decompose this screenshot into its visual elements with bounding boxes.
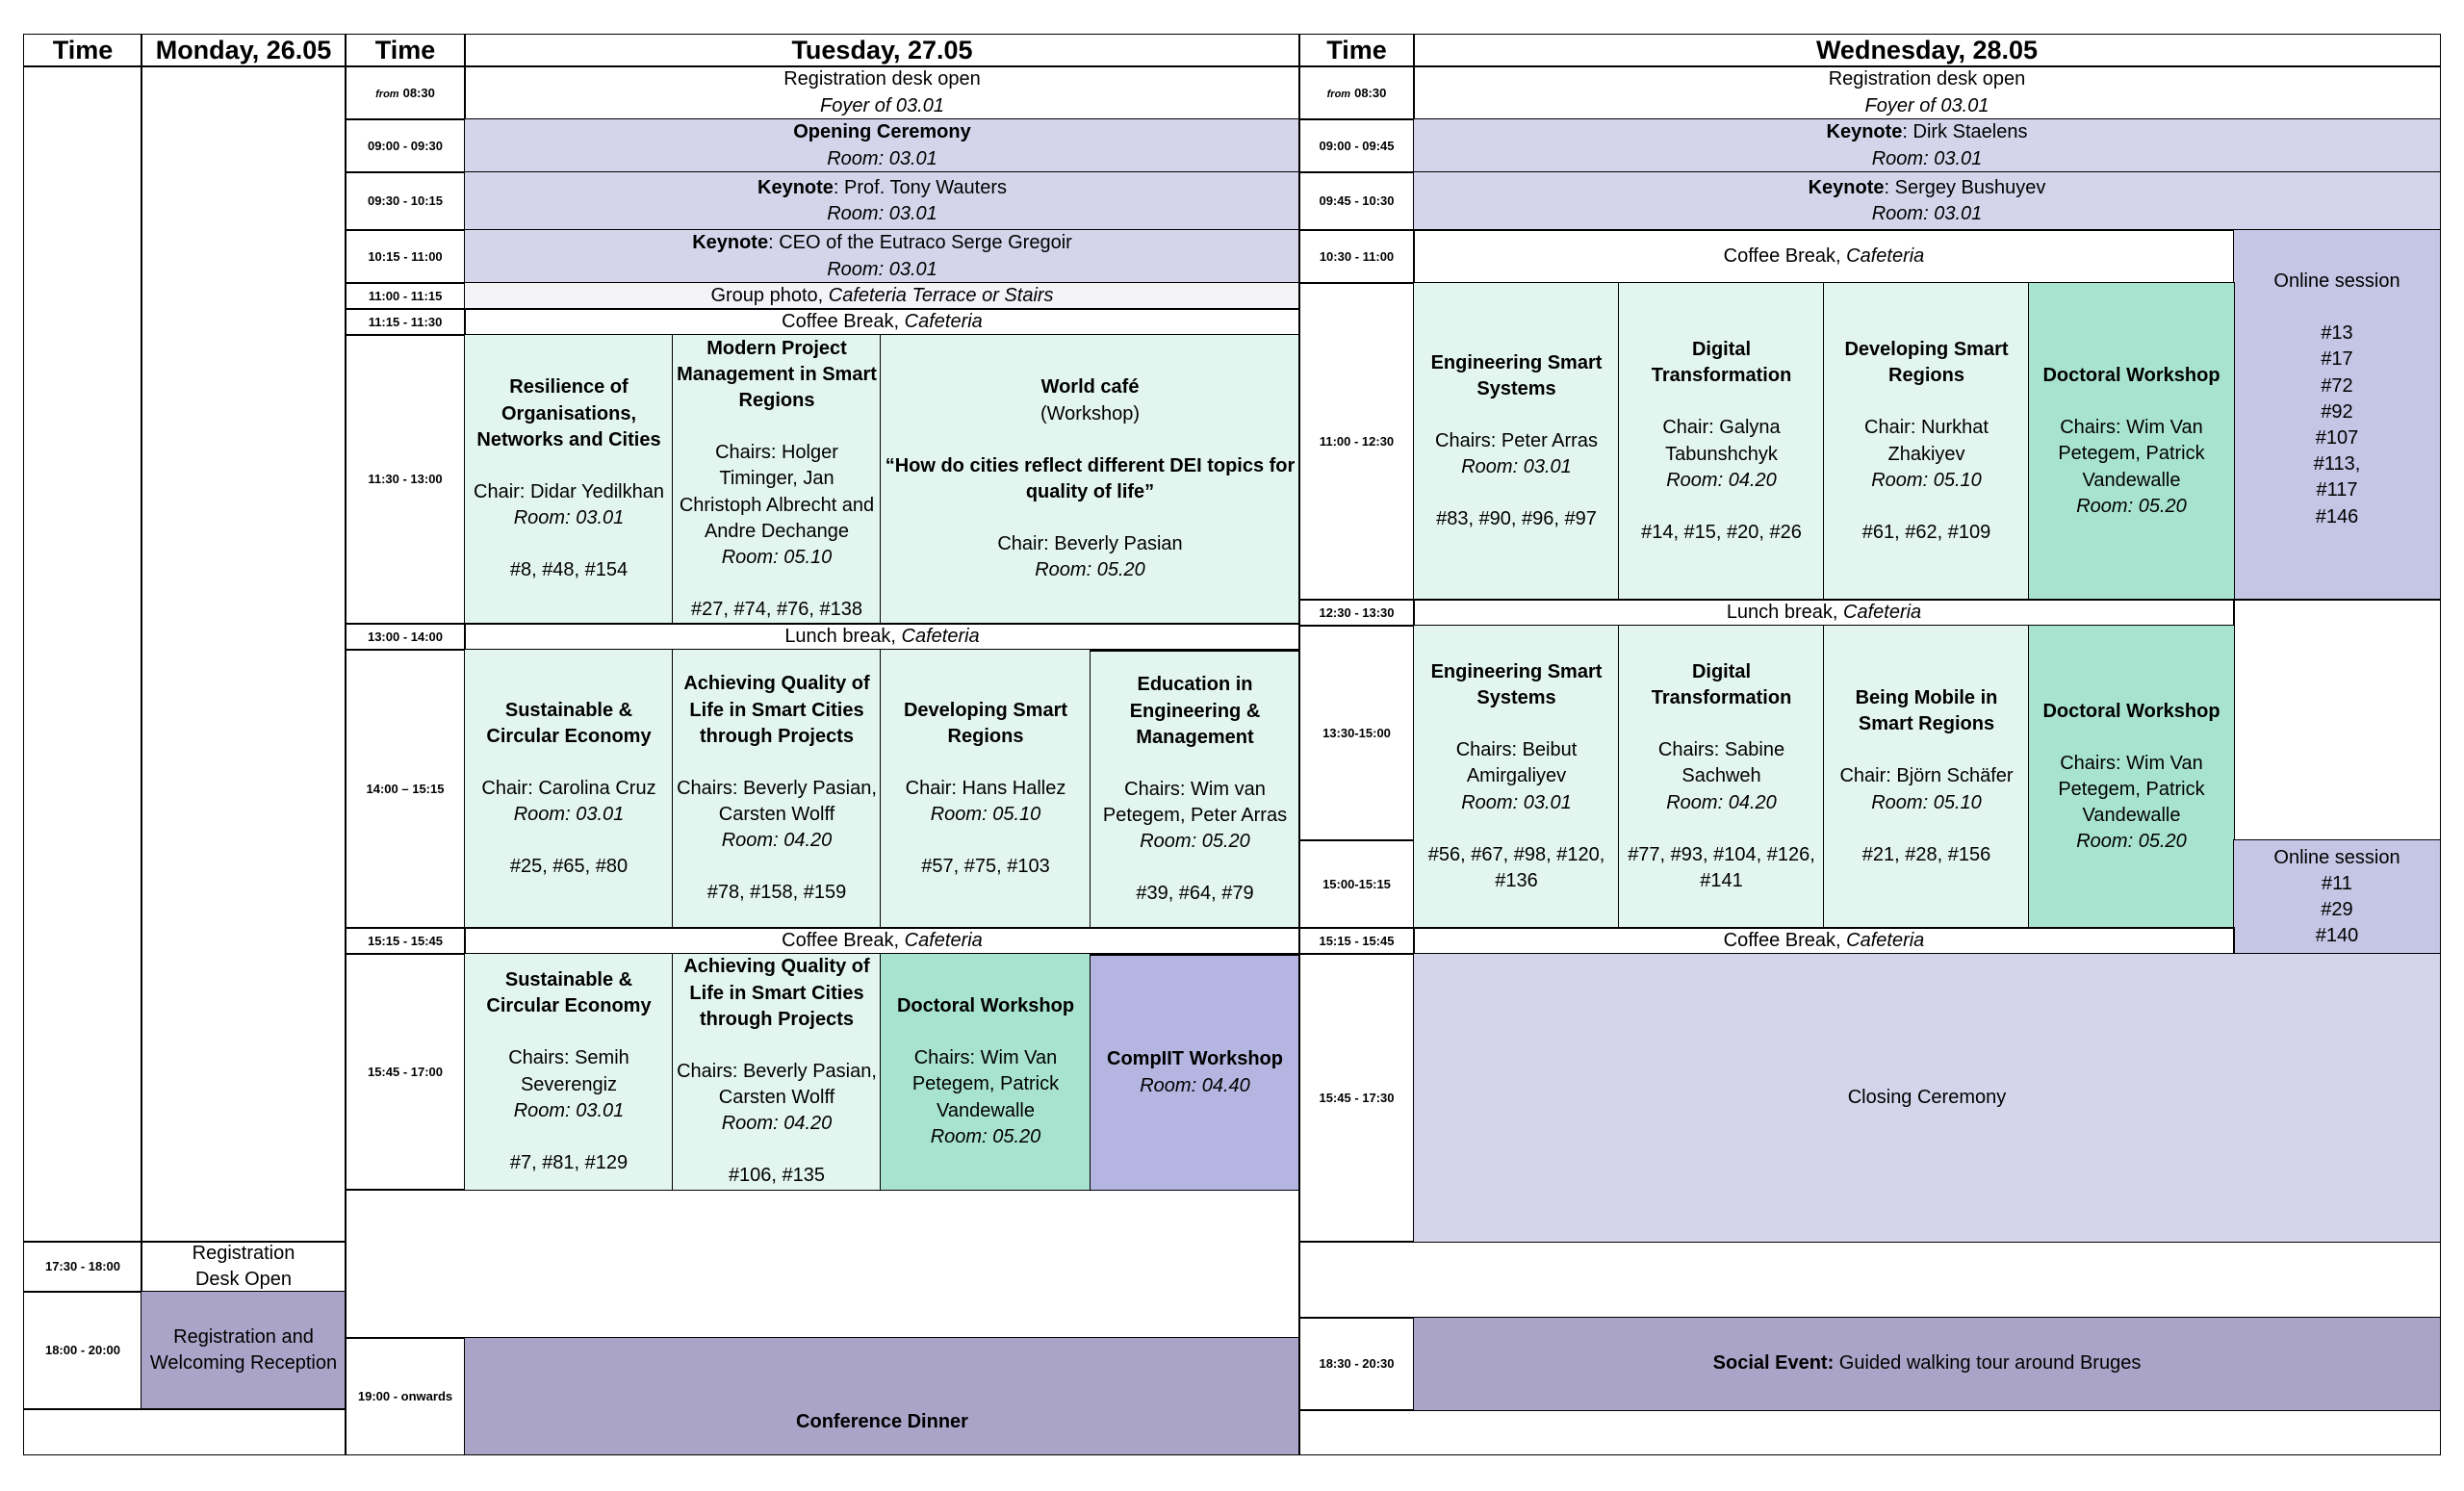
session-title: World café	[1040, 376, 1140, 398]
session-papers: #14, #15, #20, #26	[1641, 521, 1802, 543]
tue-lunch-break	[464, 623, 1300, 651]
online-paper: #72	[2321, 374, 2353, 397]
session-room: Room: 05.20	[2076, 495, 2187, 517]
keynote-speaker: : CEO of the Eutraco Serge Gregoir	[768, 232, 1072, 254]
wed-gap-empty	[1298, 1241, 2441, 1319]
keynote-speaker: : Sergey Bushuyev	[1884, 176, 2046, 198]
online-paper: #140	[2315, 925, 2359, 947]
header-time-wednesday: Time	[1298, 34, 1415, 67]
session-room: Room: 03.01	[513, 1099, 625, 1121]
session-chair: Chair: Beverly Pasian	[997, 533, 1183, 555]
wed-closing-ceremony	[1413, 953, 2441, 1243]
header-tuesday: Tuesday, 27.05	[464, 34, 1300, 67]
reception-line2: Welcoming Reception	[149, 1352, 338, 1374]
session-title: Engineering Smart Systems	[1430, 351, 1603, 399]
keynote-speaker: : Dirk Staelens	[1902, 121, 2028, 143]
break-text: Coffee Break,	[1723, 929, 1847, 951]
session-chair: Chairs: Wim van Petegem, Peter Arras	[1102, 778, 1288, 827]
tue-registration-desk	[464, 65, 1300, 120]
wed-time-0945: 09:45 - 10:30	[1298, 171, 1415, 231]
tue-keynote-1	[464, 171, 1300, 231]
monday-empty	[141, 65, 346, 1243]
session-room: Room: 03.01	[513, 804, 625, 826]
monday-welcome-reception	[141, 1291, 346, 1410]
tue-session-world-cafe	[880, 334, 1300, 625]
session-room: Room: 04.40	[1140, 1074, 1250, 1096]
break-location: Cafeteria	[904, 929, 983, 951]
event-location: Foyer of 03.01	[820, 94, 944, 116]
wed-social-event	[1413, 1317, 2441, 1411]
session-papers: #57, #75, #103	[921, 856, 1050, 878]
event-location: Foyer of 03.01	[1864, 94, 1989, 116]
session-room: Room: 04.20	[721, 830, 833, 852]
session-room: Room: 03.01	[1461, 456, 1572, 478]
break-location: Cafeteria	[1846, 244, 1925, 267]
wed-time-1030: 10:30 - 11:00	[1298, 229, 1415, 284]
session-room: Room: 05.10	[721, 546, 833, 568]
session-subtitle: (Workshop)	[1040, 402, 1140, 424]
tue-time-1545: 15:45 - 17:00	[345, 953, 466, 1191]
wed-time-1100: 11:00 - 12:30	[1298, 282, 1415, 601]
tue-keynote-2	[464, 229, 1300, 284]
session-papers: #25, #65, #80	[509, 856, 629, 878]
session-room: Room: 04.20	[721, 1113, 833, 1135]
tue-time-0900: 09:00 - 09:30	[345, 118, 466, 173]
tue-time-1300: 13:00 - 14:00	[345, 623, 466, 651]
keynote-label: Keynote	[692, 232, 769, 254]
tue-time-1115: 11:15 - 11:30	[345, 308, 466, 336]
break-text: Coffee Break,	[1723, 244, 1847, 267]
tue-session-doctoral-workshop	[880, 953, 1091, 1191]
wed-time-1545: 15:45 - 17:30	[1298, 953, 1415, 1243]
tue-time-1900: 19:00 - onwards	[345, 1337, 466, 1455]
tue-time-1015: 10:15 - 11:00	[345, 229, 466, 284]
session-title: Modern Project Management in Smart Regions	[677, 337, 877, 412]
session-papers: #83, #90, #96, #97	[1436, 508, 1597, 530]
wed-time-1830: 18:30 - 20:30	[1298, 1317, 1415, 1411]
session-chair: Chairs: Wim Van Petegem, Patrick Vandewalle	[2058, 752, 2205, 827]
session-title: Resilience of Organisations, Networks and Cities	[476, 376, 661, 450]
wed-session-engineering-2	[1413, 625, 1620, 929]
event-title: Opening Ceremony	[793, 121, 971, 143]
session-title: Sustainable & Circular Economy	[486, 968, 652, 1017]
wed-bottom-empty	[1298, 1409, 2441, 1455]
break-location: Cafeteria	[1843, 601, 1922, 623]
session-room: Room: 05.20	[930, 1125, 1041, 1147]
wed-online-session-1	[2233, 229, 2441, 601]
session-chair: Chairs: Beverly Pasian, Carsten Wolff	[677, 777, 877, 826]
reception-line1: Registration and	[173, 1325, 314, 1348]
tue-session-compiit-workshop	[1090, 953, 1300, 1191]
wed-time-1500: 15:00-15:15	[1298, 839, 1415, 929]
tue-coffee-break-1	[464, 308, 1300, 336]
break-location: Cafeteria	[1846, 929, 1925, 951]
session-papers: #21, #28, #156	[1861, 843, 1991, 865]
wed-online-gap	[2233, 599, 2441, 841]
keynote-label: Keynote	[1808, 176, 1885, 198]
session-room: Room: 05.20	[2076, 831, 2187, 853]
wed-session-doctoral-2	[2028, 625, 2235, 929]
session-title: Doctoral Workshop	[896, 995, 1075, 1017]
photo-location: Cafeteria Terrace or Stairs	[828, 284, 1054, 306]
from-prefix: from	[375, 88, 399, 100]
break-text: Coffee Break,	[782, 310, 905, 332]
session-quote: “How do cities reflect different DEI topics for quality of life”	[885, 454, 1296, 502]
break-text: Coffee Break,	[782, 929, 905, 951]
session-title: Achieving Quality of Life in Smart Cities through Projects	[683, 673, 870, 747]
tue-time-1130: 11:30 - 13:00	[345, 334, 466, 625]
session-chair: Chairs: Beibut Amirgaliyev	[1455, 739, 1578, 787]
monday-time-registration: 17:30 - 18:00	[23, 1241, 142, 1293]
header-time-tuesday: Time	[345, 34, 466, 67]
online-paper: #11	[2322, 872, 2352, 894]
wed-lunch-break	[1413, 599, 2235, 627]
monday-time-reception: 18:00 - 20:00	[23, 1291, 142, 1410]
session-papers: #39, #64, #79	[1136, 883, 1254, 905]
header-wednesday: Wednesday, 28.05	[1413, 34, 2441, 67]
social-label: Social Event:	[1712, 1352, 1835, 1375]
wed-keynote-1	[1413, 118, 2441, 173]
session-room: Room: 04.20	[1666, 791, 1777, 813]
session-chair: Chairs: Beverly Pasian, Carsten Wolff	[677, 1060, 877, 1109]
session-papers: #27, #74, #76, #138	[691, 599, 862, 621]
tue-time-0930: 09:30 - 10:15	[345, 171, 466, 231]
from-prefix: from	[1326, 88, 1351, 100]
online-title: Online session	[2273, 846, 2400, 868]
monday-bottom-empty	[23, 1408, 346, 1455]
session-room: Room: 05.10	[930, 804, 1041, 826]
tue-session-project-management	[672, 334, 882, 625]
registration-line1: Registration	[192, 1242, 295, 1264]
session-papers: #8, #48, #154	[509, 559, 629, 581]
wed-time-1515: 15:15 - 15:45	[1298, 927, 1415, 955]
wed-time-1330: 13:30-15:00	[1298, 625, 1415, 841]
session-chair: Chair: Nurkhat Zhakiyev	[1864, 417, 1989, 465]
session-title: Digital Transformation	[1651, 660, 1792, 709]
wed-session-engineering-1	[1413, 282, 1620, 601]
break-text: Lunch break,	[1726, 601, 1844, 623]
wed-session-digital-1	[1618, 282, 1825, 601]
session-title: Engineering Smart Systems	[1430, 660, 1603, 709]
session-chair: Chairs: Peter Arras	[1435, 429, 1598, 451]
session-chair: Chairs: Semih Severengiz	[508, 1047, 629, 1095]
wed-session-developing-regions	[1823, 282, 2030, 601]
session-title: Education in Engineering & Management	[1129, 674, 1261, 748]
photo-text: Group photo,	[710, 284, 829, 306]
session-title: Being Mobile in Smart Regions	[1855, 687, 1998, 735]
tue-session-circular-economy-2	[464, 953, 674, 1191]
session-room: Room: 04.20	[1666, 469, 1777, 491]
online-paper: #113,	[2313, 453, 2361, 476]
event-room: Room: 03.01	[1871, 203, 1983, 224]
online-paper: #117	[2316, 479, 2358, 501]
tue-session-developing-regions	[880, 649, 1091, 929]
online-paper: #17	[2321, 348, 2353, 371]
tue-time-1100: 11:00 - 11:15	[345, 282, 466, 310]
event-room: Room: 03.01	[827, 203, 937, 224]
online-paper: #107	[2315, 426, 2359, 449]
tue-opening-ceremony	[464, 118, 1300, 173]
keynote-speaker: : Prof. Tony Wauters	[833, 176, 1007, 198]
session-papers: #78, #158, #159	[706, 882, 847, 904]
wed-registration-desk	[1413, 65, 2441, 120]
event-title: Registration desk open	[783, 68, 981, 90]
event-title: Closing Ceremony	[1847, 1086, 2007, 1108]
session-chair: Chair: Björn Schäfer	[1839, 765, 2014, 787]
online-title: Online session	[2273, 270, 2400, 292]
keynote-label: Keynote	[757, 176, 834, 198]
wed-time-0830	[1298, 65, 1415, 120]
session-chair: Chair: Hans Hallez	[905, 777, 1066, 799]
wed-keynote-2	[1413, 171, 2441, 231]
session-papers: #56, #67, #98, #120, #136	[1427, 843, 1605, 891]
session-chair: Chairs: Sabine Sachweh	[1657, 739, 1785, 787]
session-chair: Chairs: Holger Timinger, Jan Christoph Albrecht and Andre Dechange	[679, 442, 875, 542]
session-title: Digital Transformation	[1651, 338, 1792, 387]
event-room: Room: 03.01	[827, 147, 937, 169]
header-monday: Monday, 26.05	[141, 34, 346, 67]
online-paper: #92	[2321, 400, 2353, 423]
online-paper: #146	[2315, 505, 2359, 527]
session-room: Room: 05.20	[1035, 559, 1145, 581]
wed-time-0900: 09:00 - 09:45	[1298, 118, 1415, 173]
session-title: Developing Smart Regions	[1844, 338, 2009, 387]
tue-session-education	[1090, 649, 1300, 929]
session-papers: #7, #81, #129	[509, 1151, 629, 1173]
wed-online-session-2	[2233, 839, 2441, 955]
session-chair: Chair: Carolina Cruz	[481, 777, 656, 799]
session-papers: #106, #135	[728, 1165, 826, 1187]
tue-session-quality-of-life-1	[672, 649, 882, 929]
tue-conference-dinner	[464, 1337, 1300, 1455]
tue-time-0830	[345, 65, 466, 120]
time-value: 08:30	[402, 85, 435, 100]
tue-session-circular-economy-1	[464, 649, 674, 929]
tue-group-photo	[464, 282, 1300, 310]
session-title: Sustainable & Circular Economy	[486, 699, 652, 747]
tue-coffee-break-2	[464, 927, 1300, 955]
session-papers: #77, #93, #104, #126, #141	[1628, 843, 1815, 891]
session-title: Doctoral Workshop	[2042, 365, 2220, 387]
tue-session-quality-of-life-2	[672, 953, 882, 1191]
session-papers: #61, #62, #109	[1861, 521, 1991, 543]
event-room: Room: 03.01	[827, 258, 937, 280]
wed-session-doctoral-1	[2028, 282, 2235, 601]
social-text: Guided walking tour around Bruges	[1834, 1352, 2142, 1375]
session-title: CompIIT Workshop	[1107, 1048, 1283, 1070]
wed-time-1230: 12:30 - 13:30	[1298, 599, 1415, 627]
session-chair: Chairs: Wim Van Petegem, Patrick Vandewalle	[911, 1047, 1060, 1121]
break-text: Lunch break,	[784, 625, 902, 647]
wed-coffee-break-1	[1413, 229, 2235, 284]
session-room: Room: 05.10	[1871, 791, 1982, 813]
break-location: Cafeteria	[904, 310, 983, 332]
online-paper: #13	[2321, 322, 2353, 345]
tue-time-1515: 15:15 - 15:45	[345, 927, 466, 955]
tue-gap-empty	[345, 1189, 1300, 1339]
monday-registration-desk	[141, 1241, 346, 1293]
event-title: Conference Dinner	[796, 1410, 968, 1432]
keynote-label: Keynote	[1826, 121, 1903, 143]
wed-coffee-break-2	[1413, 927, 2235, 955]
session-chair: Chair: Didar Yedilkhan	[474, 481, 664, 502]
event-title: Registration desk open	[1828, 68, 2026, 90]
session-room: Room: 05.20	[1140, 831, 1250, 853]
registration-line2: Desk Open	[194, 1269, 293, 1290]
break-location: Cafeteria	[901, 625, 980, 647]
wed-session-digital-2	[1618, 625, 1825, 929]
session-room: Room: 03.01	[1461, 791, 1572, 813]
session-title: Developing Smart Regions	[903, 699, 1068, 747]
online-paper: #29	[2321, 899, 2353, 920]
session-room: Room: 05.10	[1871, 469, 1982, 491]
session-title: Achieving Quality of Life in Smart Cities through Projects	[683, 956, 870, 1030]
session-room: Room: 03.01	[513, 507, 625, 529]
monday-time-empty	[23, 65, 142, 1243]
session-title: Doctoral Workshop	[2042, 700, 2220, 722]
time-value: 08:30	[1354, 85, 1387, 100]
tue-session-resilience	[464, 334, 674, 625]
event-room: Room: 03.01	[1871, 147, 1983, 169]
session-chair: Chairs: Wim Van Petegem, Patrick Vandewalle	[2058, 417, 2205, 491]
tue-time-1400: 14:00 – 15:15	[345, 649, 466, 929]
session-chair: Chair: Galyna Tabunshchyk	[1662, 417, 1781, 465]
wed-session-being-mobile	[1823, 625, 2030, 929]
header-time-monday: Time	[23, 34, 142, 67]
